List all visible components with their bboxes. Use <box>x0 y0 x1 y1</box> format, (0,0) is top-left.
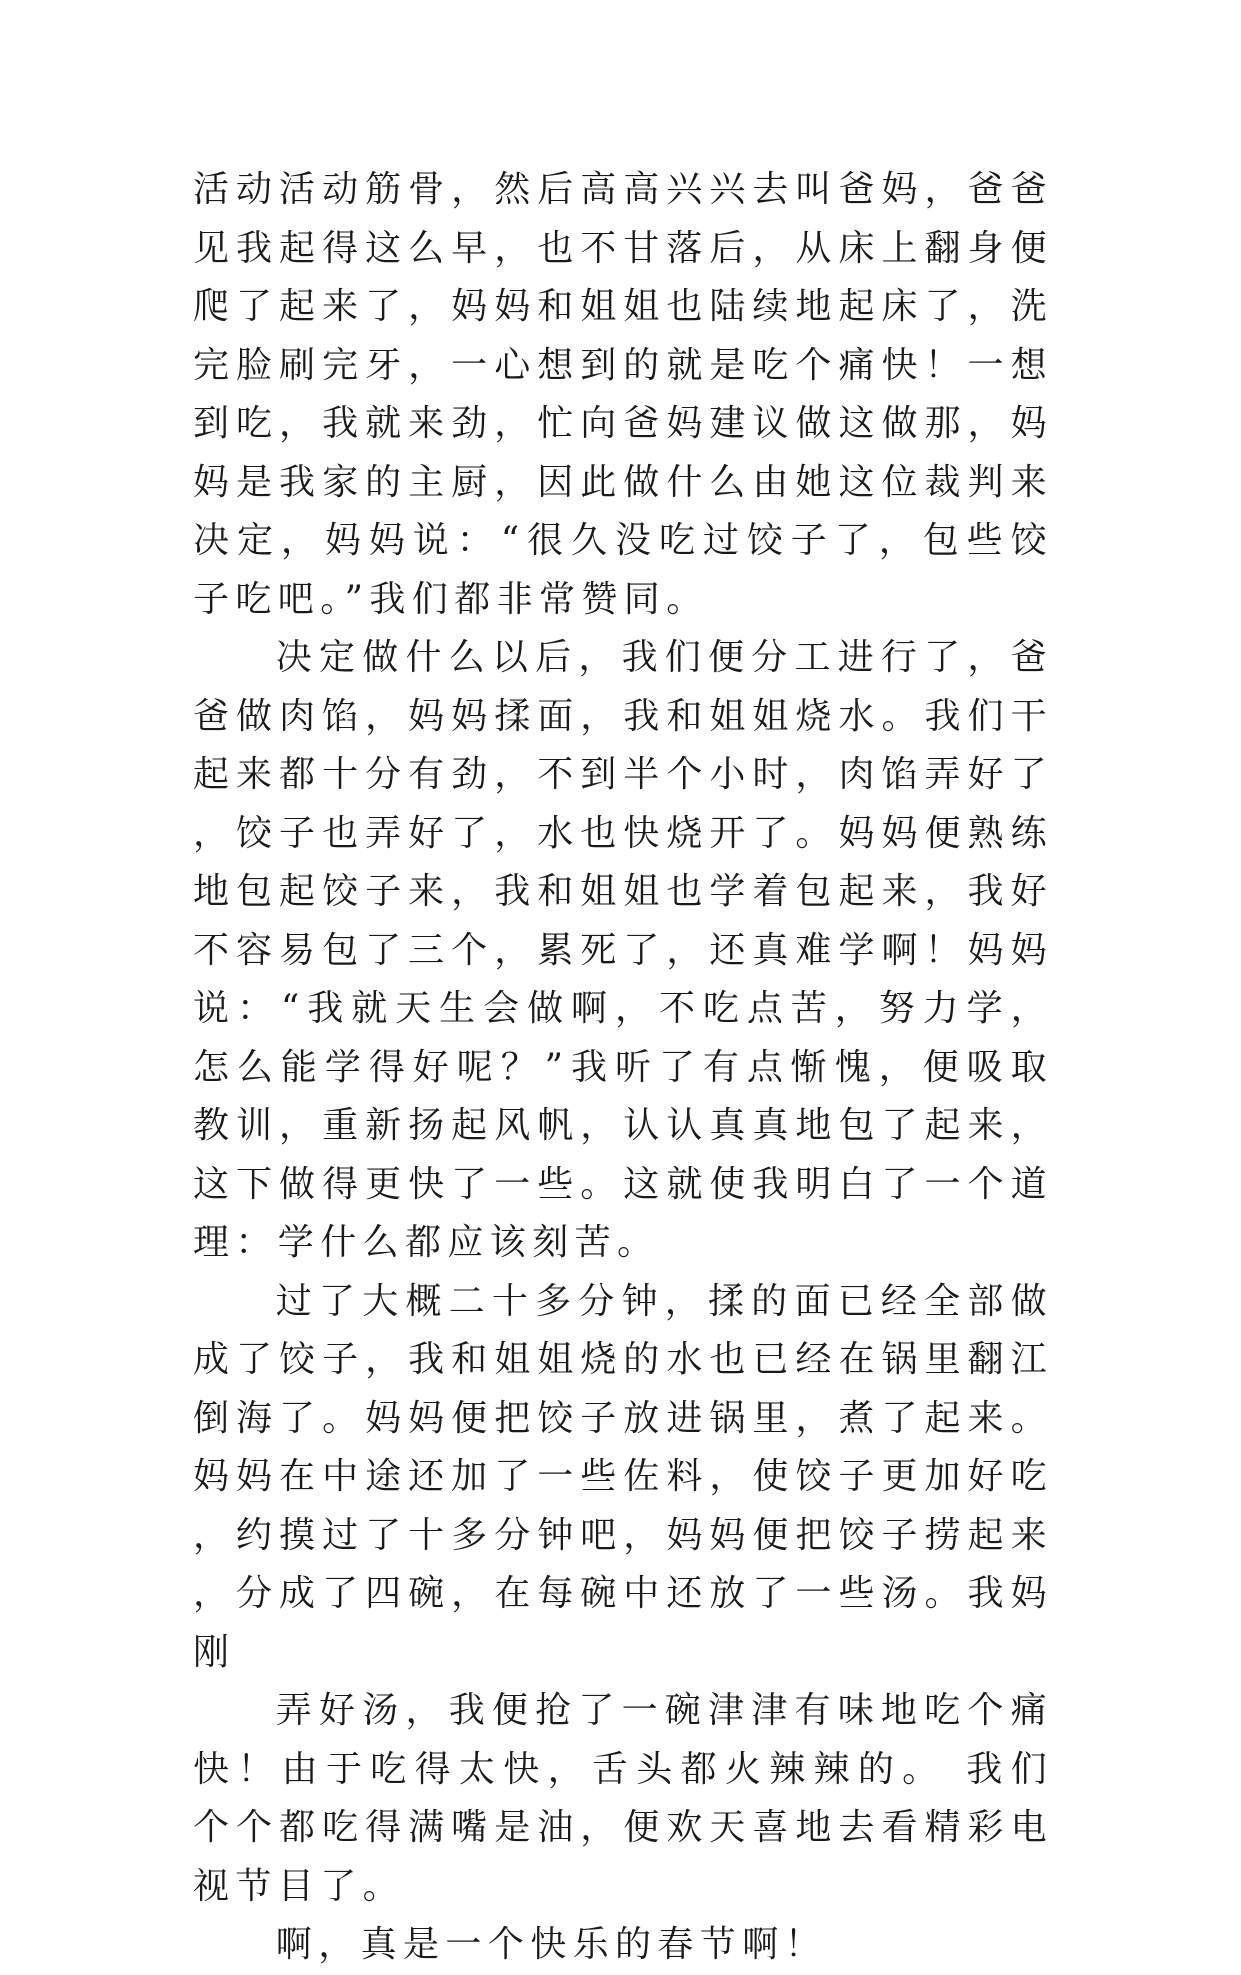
paragraph-3: 过了大概二十多分钟，揉的面已经全部做成了饺子，我和姐姐烧的水也已经在锅里翻江倒海了。妈妈便把饺子放进锅里，煮了起来。妈妈在中途还加了一些佐料，使饺子更加好吃，约摸过了十多分钟吧，妈妈便把饺子捞起来，分成了四碗，在每碗中还放了一些汤。我妈刚 <box>193 1280 1053 1673</box>
paragraph-2: 决定做什么以后，我们便分工进行了，爸爸做肉馅，妈妈揉面，我和姐姐烧水。我们干起来都十分有劲，不到半个小时，肉馅弄好了，饺子也弄好了，水也快烧开了。妈妈便熟练地包起饺子来，我和姐姐也学着包起来，我好不容易包了三个，累死了，还真难学啊！妈妈说：“我就天生会做啊，不吃点苦，努力学，怎么能学得好呢？”我听了有点惭愧，便吸取教训，重新扬起风帆，认认真真地包了起来，这下做得更快了一些。这就使我明白了一个道理：学什么都应该刻苦。 <box>193 637 1053 1263</box>
body-text <box>193 161 1053 1975</box>
paragraph-5: 啊，真是一个快乐的春节啊！ <box>275 1924 827 1965</box>
paragraph-1: 活动活动筋骨，然后高高兴兴去叫爸妈，爸爸见我起得这么早，也不甘落后，从床上翻身便爬了起来了，妈妈和姐姐也陆续地起床了，洗完脸刷完牙，一心想到的就是吃个痛快！一想到吃，我就来劲，忙向爸妈建议做这做那，妈妈是我家的主厨，因此做什么由她这位裁判来决定，妈妈说：“很久没吃过饺子了，包些饺子吃吧。”我们都非常赞同。 <box>193 169 1053 620</box>
paragraph-4: 弄好汤，我便抢了一碗津津有味地吃个痛快！由于吃得太快，舌头都火辣辣的。 我们个个都吃得满嘴是油，便欢天喜地去看精彩电视节目了。 <box>193 1690 1053 1907</box>
